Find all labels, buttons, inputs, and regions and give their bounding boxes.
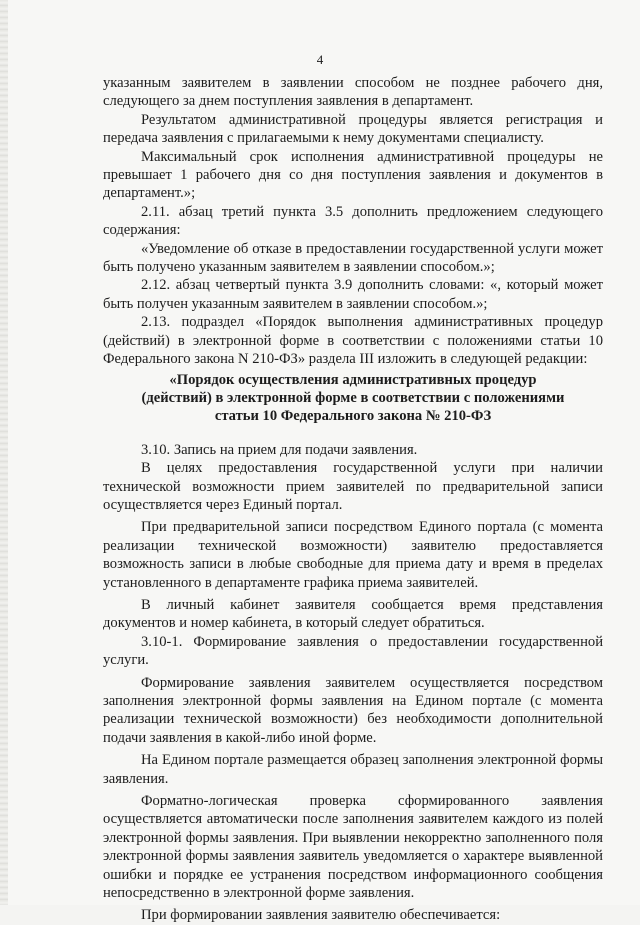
paragraph-q4: В личный кабинет заявителя сообщается время представления документов и номер кабинета, в который следует обратиться. [103,596,603,632]
section-heading [103,371,603,426]
paragraph-p5: «Уведомление об отказе в предоставлении государственной услуги может быть получено указанным заявителем в заявлении способом.»; [103,240,603,276]
document-body [103,74,603,925]
section-heading-line: статьи 10 Федерального закона № 210-ФЗ [214,408,492,425]
scan-edge [0,0,8,905]
section-heading-line: (действий) в электронной форме в соответствии с положениями [141,389,565,406]
paragraph-q7: На Едином портале размещается образец заполнения электронной формы заявления. [103,752,603,787]
paragraph-p1: указанным заявителем в заявлении способом не позднее рабочего дня, следующего за днем поступления заявления в департамент. [103,75,603,110]
page-number: 4 [316,52,324,67]
spacer [103,426,603,441]
paragraph-q6: Формирование заявления заявителем осуществляется посредством заполнения электронной формы заявления на Едином портале (с момента реализации технической возможности) без необходимости дополнительной подачи заявления в какой-либо иной форме. [103,674,603,746]
paragraph-p2: Результатом административной процедуры является регистрация и передача заявления с прилагаемыми к нему документами специалисту. [103,111,603,147]
section-heading-line: «Порядок осуществления административных процедур [169,371,537,388]
paragraph-p4: 2.11. абзац третий пункта 3.5 дополнить предложением следующего содержания: [103,203,603,239]
paragraph-p6: 2.12. абзац четвертый пункта 3.9 дополнить словами: «, который может быть получен указанным заявителем в заявлении способом.»; [103,277,603,312]
paragraph-p7: 2.13. подраздел «Порядок выполнения административных процедур (действий) в электронной форме в соответствии с положениями статьи 10 Федерального закона N 210-ФЗ» раздела III изложить в следующей редакции: [103,314,603,368]
paragraph-q9: При формировании заявления заявителю обеспечивается: [141,907,501,924]
paragraph-q1: 3.10. Запись на прием для подачи заявления. [141,441,418,458]
paragraph-q2: В целях предоставления государственной услуги при наличии технической возможности прием заявителей по предварительной записи осуществляется через Единый портал. [103,460,603,513]
paragraph-q5: 3.10-1. Формирование заявления о предоставлении государственной услуги. [103,633,603,669]
paragraph-p3: Максимальный срок исполнения административной процедуры не превышает 1 рабочего дня со дня поступления заявления и документов в департамент.»; [103,148,603,202]
paragraph-q8: Форматно-логическая проверка сформированного заявления осуществляется автоматически после заполнения заявителем каждого из полей электронной формы заявления. При выявлении некорректно заполненного поля электронной формы заявления заявитель уведомляется о характере выявленной ошибки и порядке ее устранения посредством информационного сообщения непосредственно в электронной форме заявления. [103,793,603,902]
paragraph-q3: При предварительной записи посредством Единого портала (с момента реализации технической возможности) заявителю предоставляется возможность записи в любые свободные для приема дату и время в пределах установленного в департаменте графика приема заявителей. [103,519,603,591]
